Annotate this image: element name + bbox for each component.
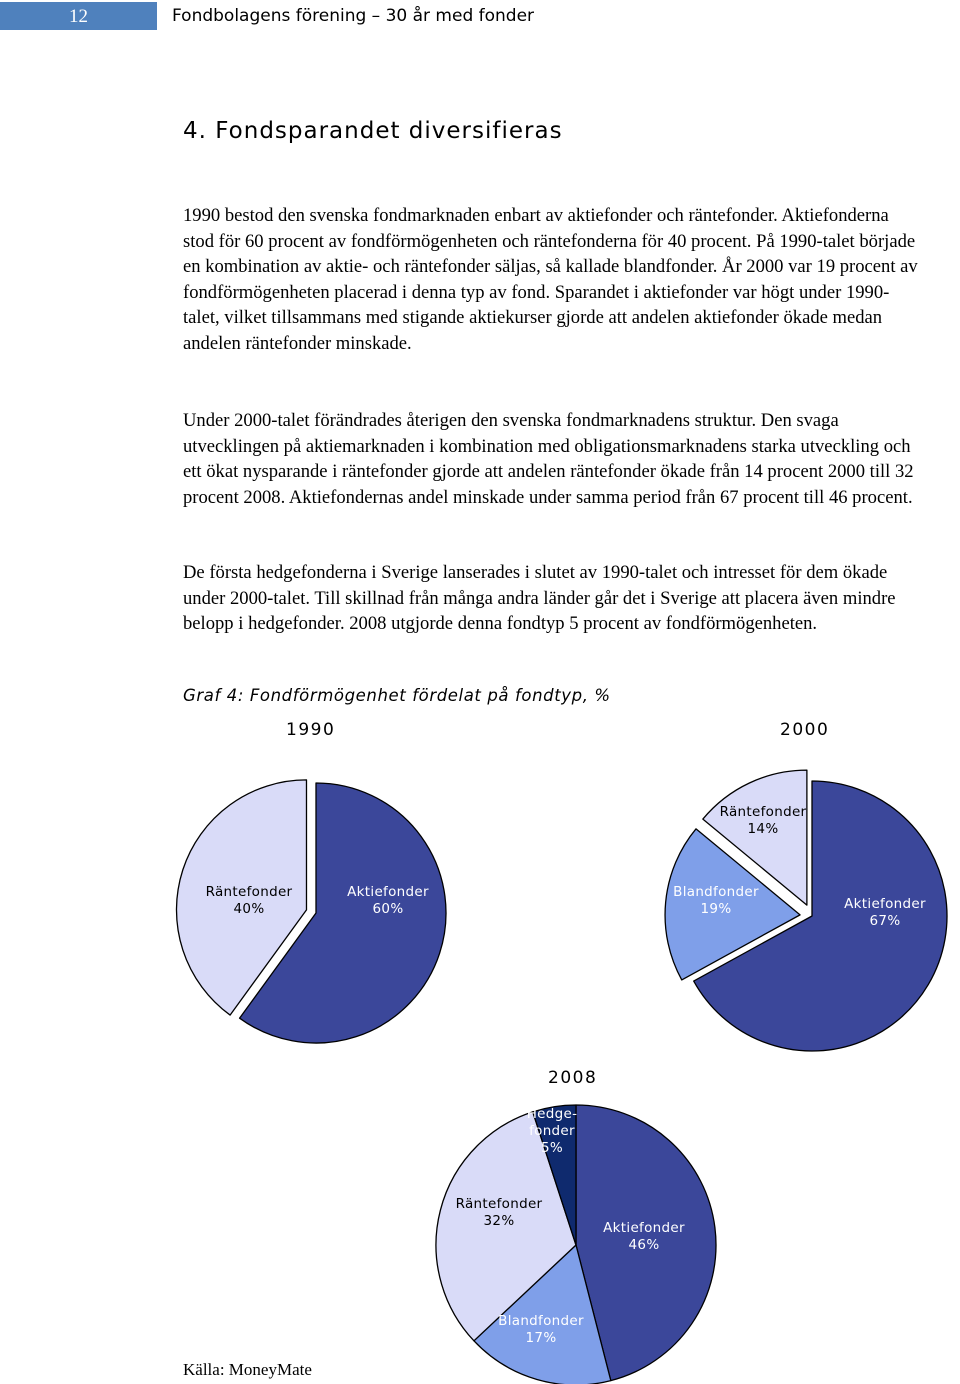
chart-title-2000: 2000: [780, 720, 830, 740]
pie-label-2008-aktiefonder: Aktiefonder 46%: [603, 1220, 685, 1253]
pie-label-2008-hedgefonder: Hedge-fonder 5%: [526, 1106, 578, 1156]
paragraph-3: De första hedgefonderna i Sverige lanserades i slutet av 1990-talet och intresset för dem ökade under 2000-talet. Till skillnad från många andra länder går det i Sverige att placera även mindre belopp i hedgefonder. 2008 utgjorde denna fondtyp 5 procent av fondförmögenheten.: [183, 562, 896, 635]
pie-label-2008-blandfonder: Blandfonder 17%: [498, 1313, 584, 1346]
pie-chart-2000: [665, 770, 947, 1051]
pie-label-1990-aktiefonder: Aktiefonder 60%: [347, 884, 429, 917]
pie-label-1990-rantefonder: Räntefonder 40%: [205, 884, 293, 917]
chapter-title: 4. Fondsparandet diversifieras: [183, 118, 563, 144]
paragraph-2: Under 2000-talet förändrades återigen den svenska fondmarknadens struktur. Den svaga utvecklingen på aktiemarknaden i kombination med obligationsmarknadens starka utveckling och ett ökat nysparande i räntefonder gjorde att andelen räntefonder ökade från 14 procent 2000 till 32 procent 2008. Aktiefondernas andel minskade under samma period från 67 procent till 46 procent.: [183, 410, 914, 508]
pie-label-2008-rantefonder: Räntefonder 32%: [455, 1196, 543, 1229]
pie-label-2000-rantefonder: Räntefonder 14%: [719, 804, 807, 837]
running-title: Fondbolagens förening – 30 år med fonder: [172, 6, 535, 26]
pie-chart-1990: [176, 780, 446, 1043]
pie-label-2000-aktiefonder: Aktiefonder 67%: [844, 896, 926, 929]
page-number: 12: [0, 2, 157, 30]
chart-title-2008: 2008: [548, 1068, 598, 1088]
paragraph-1: 1990 bestod den svenska fondmarknaden enbart av aktiefonder och räntefonder. Aktiefonderna stod för 60 procent av fondförmögenheten och räntefonderna för 40 procent. På 1990-talet började en kombination av aktie- och räntefonder säljas, så kallade blandfonder. År 2000 var 19 procent av fondförmögenheten placerad i denna typ av fond. Sparandet i aktiefonder var högt under 1990-talet, vilket tillsammans med stigande aktiekurser gjorde att andelen aktiefonder ökade medan andelen räntefonder minskade.: [183, 205, 918, 354]
pie-label-2000-blandfonder: Blandfonder 19%: [673, 884, 759, 917]
chart-title-1990: 1990: [286, 720, 336, 740]
figure-caption: Graf 4: Fondförmögenhet fördelat på fondtyp, %: [183, 686, 611, 705]
source-note: Källa: MoneyMate: [183, 1360, 312, 1379]
pie-chart-2008: [436, 1105, 716, 1384]
